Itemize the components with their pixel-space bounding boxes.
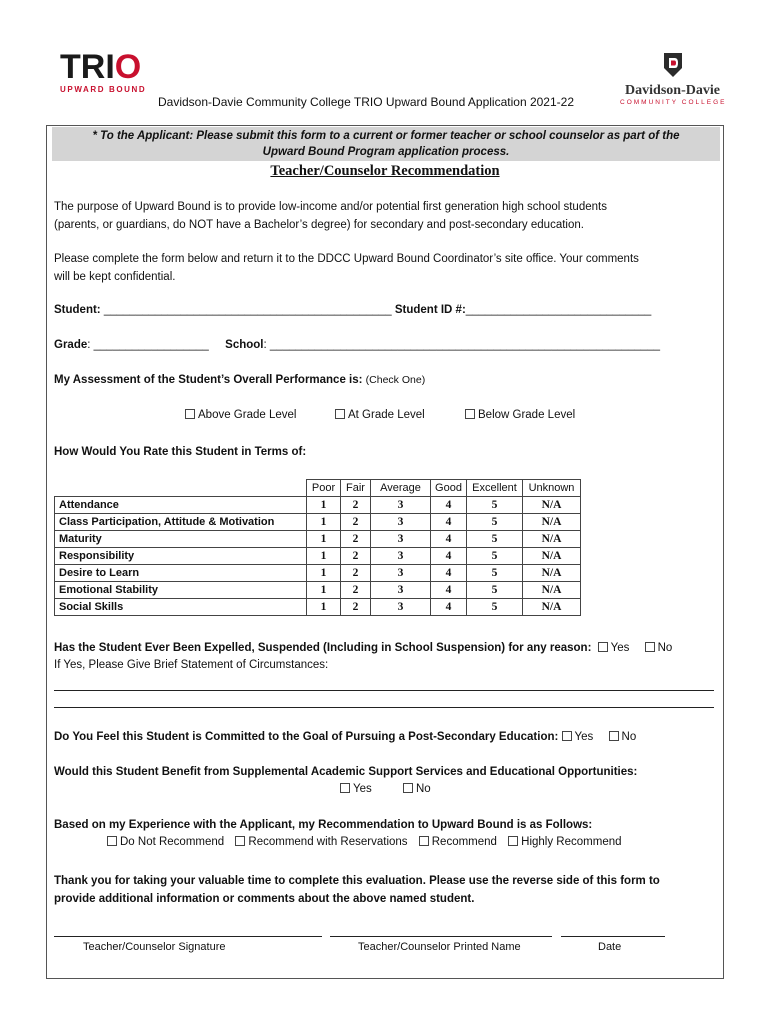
rating-col-header: Fair xyxy=(341,480,371,497)
recommendation-option-label: Do Not Recommend xyxy=(120,836,225,848)
rating-col-header: Unknown xyxy=(523,480,581,497)
purpose-paragraph xyxy=(54,198,724,234)
rating-row-label: Maturity xyxy=(55,531,307,548)
thank-you-line-2: provide additional information or comments about the above named student. xyxy=(54,893,475,905)
banner-line-1: * To the Applicant: Please submit this form to a current or former teacher or school counselor as part of the xyxy=(92,130,680,142)
trio-logo-subtitle: UPWARD BOUND xyxy=(60,85,147,94)
shield-icon xyxy=(662,52,684,78)
rating-cell[interactable]: 4 xyxy=(431,531,467,548)
rating-cell[interactable]: 1 xyxy=(307,599,341,616)
rating-cell[interactable]: N/A xyxy=(523,497,581,514)
checkbox-icon[interactable] xyxy=(403,783,413,793)
assessment-option-below[interactable] xyxy=(465,409,575,421)
rating-cell[interactable]: N/A xyxy=(523,548,581,565)
rating-row-label: Emotional Stability xyxy=(55,582,307,599)
rating-cell[interactable]: 2 xyxy=(341,531,371,548)
assessment-option-label: Above Grade Level xyxy=(198,409,297,421)
rating-row xyxy=(55,582,581,599)
thank-you-note xyxy=(54,872,660,908)
checkbox-icon[interactable] xyxy=(340,783,350,793)
instructions-line-2: will be kept confidential. xyxy=(54,271,176,283)
purpose-line-1: The purpose of Upward Bound is to provide low-income and/or potential first generation high school students xyxy=(54,201,607,213)
rating-cell[interactable]: 1 xyxy=(307,548,341,565)
checkbox-icon[interactable] xyxy=(598,642,608,652)
benefit-question: Would this Student Benefit from Supplemental Academic Support Services and Educational Opportunities: xyxy=(54,766,638,778)
trio-logo-word: TRIO xyxy=(60,48,142,86)
checkbox-icon[interactable] xyxy=(645,642,655,652)
committed-yes-label: Yes xyxy=(574,731,594,743)
rating-body xyxy=(55,497,581,616)
rating-cell[interactable]: 5 xyxy=(467,531,523,548)
signature-label: Teacher/Counselor Signature xyxy=(83,941,226,953)
school-field[interactable]: : _____________________________________________________________ xyxy=(263,339,661,351)
grade-school-row xyxy=(54,339,660,351)
rating-col-header: Average xyxy=(371,480,431,497)
rating-row xyxy=(55,599,581,616)
expelled-row xyxy=(54,642,672,654)
rating-cell[interactable]: 3 xyxy=(371,514,431,531)
rating-cell[interactable]: N/A xyxy=(523,514,581,531)
expelled-question: Has the Student Ever Been Expelled, Suspended (Including in School Suspension) for any reason: xyxy=(54,642,592,654)
checkbox-icon[interactable] xyxy=(562,731,572,741)
date-label: Date xyxy=(598,941,622,953)
date-line[interactable] xyxy=(561,936,665,937)
signature-line[interactable] xyxy=(54,936,322,937)
assessment-option-label: At Grade Level xyxy=(348,409,425,421)
grade-label: Grade xyxy=(54,339,88,351)
recommendation-option-label: Recommend with Reservations xyxy=(248,836,408,848)
rating-cell[interactable]: N/A xyxy=(523,582,581,599)
student-label: Student: xyxy=(54,304,101,316)
rating-question: How Would You Rate this Student in Terms of: xyxy=(54,446,307,458)
rating-cell[interactable]: 2 xyxy=(341,565,371,582)
rating-cell[interactable]: 2 xyxy=(341,497,371,514)
rating-cell[interactable]: 4 xyxy=(431,599,467,616)
rating-cell[interactable]: 1 xyxy=(307,582,341,599)
rating-cell[interactable]: N/A xyxy=(523,565,581,582)
instructions-paragraph xyxy=(54,250,724,286)
recommendation-option-label: Recommend xyxy=(431,836,497,848)
rating-cell[interactable]: 4 xyxy=(431,565,467,582)
circumstances-line-1[interactable] xyxy=(54,690,714,691)
rating-cell[interactable]: N/A xyxy=(523,531,581,548)
banner-line-2: Upward Bound Program application process. xyxy=(262,146,510,158)
printed-name-line[interactable] xyxy=(330,936,552,937)
recommendation-options xyxy=(107,836,622,848)
rating-row-label: Class Participation, Attitude & Motivation xyxy=(55,514,307,531)
assessment-hint: (Check One) xyxy=(365,374,426,386)
rating-cell[interactable]: 4 xyxy=(431,548,467,565)
rating-cell[interactable]: 4 xyxy=(431,582,467,599)
rating-cell[interactable]: 2 xyxy=(341,582,371,599)
rating-row xyxy=(55,514,581,531)
checkbox-icon[interactable] xyxy=(185,409,195,419)
form-heading: Teacher/Counselor Recommendation xyxy=(270,163,500,179)
rating-row-label: Responsibility xyxy=(55,548,307,565)
recommendation-option-label: Highly Recommend xyxy=(521,836,622,848)
page-title: Davidson-Davie Community College TRIO Upward Bound Application 2021-22 xyxy=(158,95,574,109)
rating-cell[interactable]: 5 xyxy=(467,514,523,531)
printed-name-label: Teacher/Counselor Printed Name xyxy=(358,941,521,953)
rating-cell[interactable]: 2 xyxy=(341,514,371,531)
thank-you-line-1: Thank you for taking your valuable time to complete this evaluation. Please use the reverse side of this form to xyxy=(54,875,660,887)
rating-row-label: Social Skills xyxy=(55,599,307,616)
rating-col-header: Poor xyxy=(307,480,341,497)
rating-row xyxy=(55,548,581,565)
rating-header-blank xyxy=(55,480,307,497)
grade-field[interactable]: : __________________ xyxy=(87,339,209,351)
checkbox-icon[interactable] xyxy=(107,836,117,846)
checkbox-icon[interactable] xyxy=(508,836,518,846)
rating-cell[interactable]: 1 xyxy=(307,514,341,531)
rating-row-label: Desire to Learn xyxy=(55,565,307,582)
student-id-field[interactable]: _____________________________ xyxy=(465,304,652,316)
rating-cell[interactable]: 1 xyxy=(307,531,341,548)
rating-cell[interactable]: 5 xyxy=(467,582,523,599)
rating-cell[interactable]: 5 xyxy=(467,497,523,514)
rating-cell[interactable]: 5 xyxy=(467,565,523,582)
rating-col-header: Excellent xyxy=(467,480,523,497)
expelled-yes-label: Yes xyxy=(610,642,630,654)
assessment-option-above[interactable] xyxy=(185,409,296,421)
rating-cell[interactable]: 2 xyxy=(341,599,371,616)
assessment-question-text: My Assessment of the Student’s Overall Performance is: xyxy=(54,374,363,386)
school-label: School xyxy=(225,339,264,351)
checkbox-icon[interactable] xyxy=(235,836,245,846)
checkbox-icon[interactable] xyxy=(609,731,619,741)
committed-row xyxy=(54,731,636,743)
rating-cell[interactable]: 3 xyxy=(371,497,431,514)
expelled-followup: If Yes, Please Give Brief Statement of Circumstances: xyxy=(54,659,329,671)
rating-cell[interactable]: 5 xyxy=(467,548,523,565)
rating-cell[interactable]: 3 xyxy=(371,582,431,599)
rating-cell[interactable]: 4 xyxy=(431,497,467,514)
recommendation-question: Based on my Experience with the Applicant, my Recommendation to Upward Bound is as Follows: xyxy=(54,819,593,831)
rating-cell[interactable]: 4 xyxy=(431,514,467,531)
rating-cell[interactable]: 1 xyxy=(307,497,341,514)
checkbox-icon[interactable] xyxy=(419,836,429,846)
benefit-yes-label: Yes xyxy=(353,783,372,795)
student-row xyxy=(54,304,651,316)
rating-cell[interactable]: 1 xyxy=(307,565,341,582)
checkbox-icon[interactable] xyxy=(465,409,475,419)
committed-no-label: No xyxy=(621,731,637,743)
davidson-davie-subtitle: COMMUNITY COLLEGE xyxy=(620,99,727,106)
rating-cell[interactable]: 5 xyxy=(467,599,523,616)
rating-col-header: Good xyxy=(431,480,467,497)
rating-cell[interactable]: 3 xyxy=(371,565,431,582)
rating-cell[interactable]: 3 xyxy=(371,599,431,616)
rating-cell[interactable]: N/A xyxy=(523,599,581,616)
rating-table xyxy=(54,479,581,616)
assessment-option-at[interactable] xyxy=(335,409,425,421)
benefit-yes-option[interactable] xyxy=(340,783,372,795)
rating-cell[interactable]: 2 xyxy=(341,548,371,565)
benefit-no-label: No xyxy=(416,783,431,795)
circumstances-line-2[interactable] xyxy=(54,707,714,708)
purpose-line-2: (parents, or guardians, do NOT have a Bachelor’s degree) for secondary and post-secondary education. xyxy=(54,219,584,231)
checkbox-icon[interactable] xyxy=(335,409,345,419)
rating-cell[interactable]: 3 xyxy=(371,531,431,548)
benefit-no-option[interactable] xyxy=(403,783,431,795)
rating-row xyxy=(55,531,581,548)
expelled-no-label: No xyxy=(657,642,673,654)
rating-row-label: Attendance xyxy=(55,497,307,514)
assessment-option-label: Below Grade Level xyxy=(478,409,576,421)
rating-row xyxy=(55,565,581,582)
trio-upward-bound-logo xyxy=(60,50,150,94)
rating-header-row xyxy=(55,480,581,497)
student-id-label: Student ID #: xyxy=(394,304,466,316)
rating-cell[interactable]: 3 xyxy=(371,548,431,565)
davidson-davie-name: Davidson-Davie xyxy=(625,83,720,98)
committed-question: Do You Feel this Student is Committed to the Goal of Pursuing a Post-Secondary Education: xyxy=(54,731,559,743)
rating-row xyxy=(55,497,581,514)
applicant-instructions-banner xyxy=(52,127,720,161)
student-name-field[interactable]: _____________________________________________ xyxy=(103,304,392,316)
davidson-davie-logo xyxy=(620,52,725,112)
instructions-line-1: Please complete the form below and return it to the DDCC Upward Bound Coordinator’s site office. Your comments xyxy=(54,253,639,265)
assessment-question xyxy=(54,374,425,386)
